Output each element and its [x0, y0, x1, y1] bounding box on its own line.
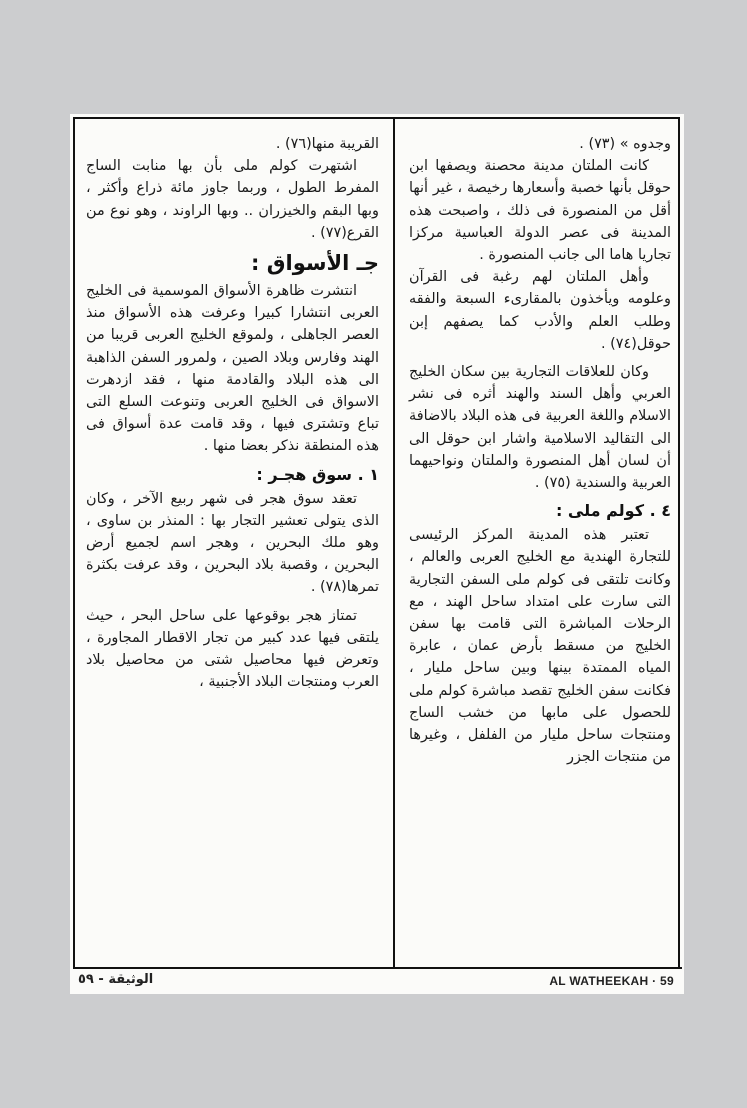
- column-divider: [393, 119, 395, 969]
- paragraph: انتشرت ظاهرة الأسواق الموسمية فى الخليج العربى انتشارا كبيرا وعرفت هذه الأسواق منذ العصر الجاهلى ، ولموقع الخليج العربى قريبا من الهند وفارس وبلاد الصين ، ولمرور السفن الذاهبة الى هذه البلاد والقادمة منها ، فقد ازدهرت الاسواق فى الخليج العربى وتنوعت السلع التى تباع وتشترى فيها ، وقد قامت عدة أسواق فى هذه المنطقة نذكر بعضا منها .: [86, 283, 379, 455]
- paragraph: وأهل الملتان لهم رغبة فى القرآن وعلومه ويأخذون بالمقارىء السبعة والفقه وطلب العلم والأدب كما يصفهم إبن حوقل(٧٤) .: [409, 269, 671, 352]
- paragraph: تمتاز هجر بوقوعها على ساحل البحر ، حيث يلتقى فيها عدد كبير من تجار الاقطار المجاورة ، وتعرض فيها محاصيل شتى من محاصيل بلاد العرب ومنتجات البلاد الأجنبية ،: [86, 607, 379, 691]
- section-heading: ٤ . كولم ملى :: [555, 501, 671, 521]
- paragraph: اشتهرت كولم ملى بأن بها منابت الساج المفرط الطول ، وربما جاوز مائة ذراع وأكثر ، وبها البقم والخيزران .. وبها الراوند ، وهو نوع من القرع(٧٧) .: [86, 158, 379, 241]
- frame-right-rule: [678, 119, 680, 969]
- paragraph: وجدوه » (٧٣) .: [579, 136, 671, 152]
- footer-rule: [73, 967, 682, 969]
- paragraph: القريبة منها(٧٦) .: [275, 136, 379, 152]
- magazine-page: [70, 114, 684, 994]
- subsection-heading: ١ . سوق هجـر :: [256, 464, 379, 484]
- left-column: [86, 133, 379, 693]
- paragraph: تعقد سوق هجر فى شهر ربيع الآخر ، وكان الذى يتولى تعشير التجار بها : المنذر بن ساوى ، وهو ملك البحرين ، وهجر اسم لجميع أرض البحرين ، وقصبة بلاد البحرين ، وقد عرفت بكثرة تمرها(٧٨) .: [86, 490, 379, 596]
- text-frame: [73, 117, 680, 969]
- footer-arabic-page-number: الوثيقة - ٥٩: [78, 972, 154, 987]
- paragraph: كانت الملتان مدينة محصنة ويصفها ابن حوقل بأنها خصبة وأسعارها رخيصة ، غير أنها أقل من المنصورة فى ذلك ، واصبحت هذه المدينة فى عصر الدولة العباسية مركزا تجاريا هاما الى جانب المنصورة .: [409, 158, 671, 264]
- footer-latin-page-number: AL WATHEEKAH · 59: [549, 974, 674, 988]
- frame-left-rule: [73, 119, 75, 969]
- paragraph: تعتبر هذه المدينة المركز الرئيسى للتجارة الهندية مع الخليج العربى والعالم ، وكانت تلتقى فى كولم ملى السفن التجارية التى سارت على امتداد ساحل الهند ، مع الرحلات المباشرة التى قامت بها سفن الخليج من مسقط بأرض عمان ، عابرة المياه الممتدة بينها وبين ساحل مليار ، فكانت سفن الخليج تقصد مباشرة كولم ملى للحصول على مابها من خشب الساج ومنتجات ساحل مليار من الفلفل ، وغيرها من منتجات الجزر: [409, 527, 671, 766]
- paragraph: وكان للعلاقات التجارية بين سكان الخليج العربي وأهل السند والهند أثره فى نشر الاسلام واللغة العربية فى هذه البلاد بالاضافة الى التقاليد الاسلامية واشار ابن حوقل الى أن لسان أهل المنصورة والملتان ونواحيهما العربية والسندية (٧٥) .: [409, 364, 671, 492]
- section-heading: جـ الأسواق :: [251, 251, 379, 276]
- right-column: [409, 133, 671, 768]
